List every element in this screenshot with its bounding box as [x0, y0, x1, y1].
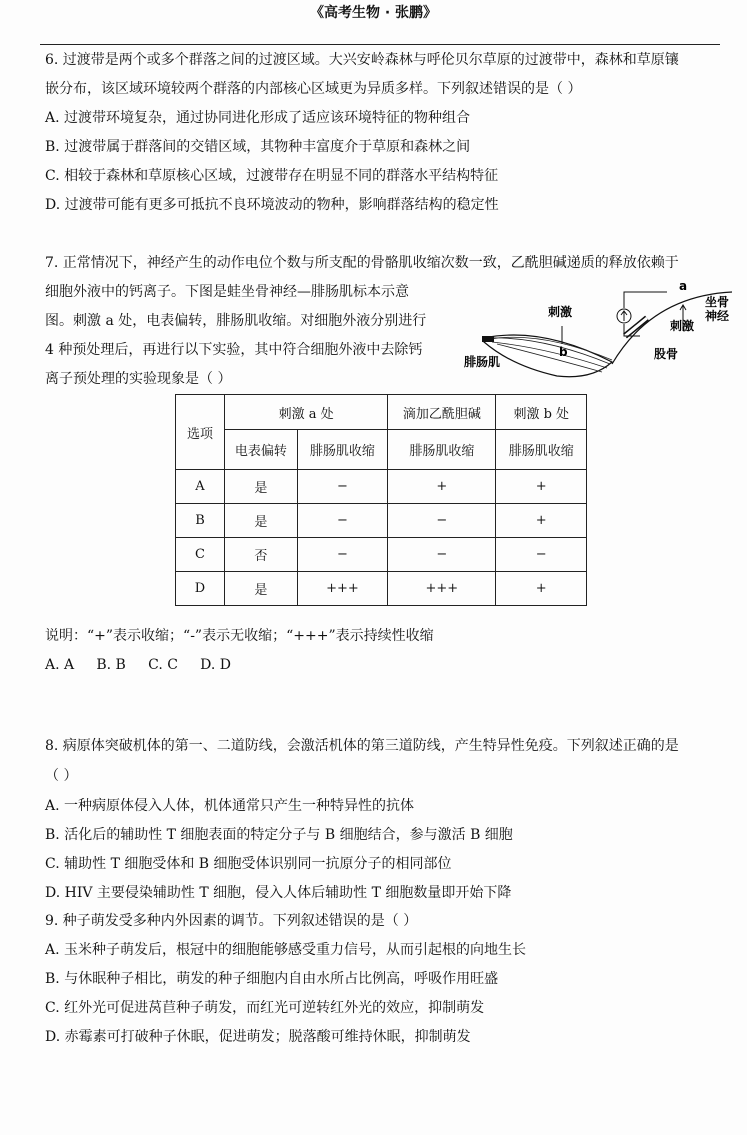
q8-option-c: C. 辅助性 T 细胞受体和 B 细胞受体识别同一抗原分子的相同部位	[45, 856, 452, 872]
point-b-label: b	[559, 345, 568, 359]
header-stim-a: 刺激 a 处	[225, 395, 388, 430]
header-rule	[40, 44, 720, 45]
q7-stem: 7. 正常情况下，神经产生的动作电位个数与所支配的骨骼肌收缩次数一致，乙酰胆碱递质的释放依赖于	[45, 255, 679, 271]
cell: −	[297, 538, 388, 572]
cell: A	[176, 470, 225, 504]
q7-stem: 细胞外液中的钙离子。下图是蛙坐骨神经—腓肠肌标本示意	[45, 284, 409, 300]
q6-option-b: B. 过渡带属于群落间的交错区域，其物种丰富度介于草原和森林之间	[45, 139, 471, 155]
stimulus-label: 刺激	[670, 319, 695, 333]
cell: C	[176, 538, 225, 572]
subheader: 电表偏转	[225, 430, 298, 470]
cell: +++	[297, 572, 388, 606]
cell: −	[388, 538, 496, 572]
q9-option-d: D. 赤霉素可打破种子休眠，促进萌发；脱落酸可维持休眠，抑制萌发	[45, 1029, 471, 1045]
cell: −	[297, 470, 388, 504]
q8-option-d: D. HIV 主要侵染辅助性 T 细胞，侵入人体后辅助性 T 细胞数量即开始下降	[45, 885, 512, 901]
q7-stem: 4 种预处理后，再进行以下实验，其中符合细胞外液中去除钙	[45, 342, 423, 358]
cell: +	[496, 470, 587, 504]
cell: 是	[225, 470, 298, 504]
q8-stem: 8. 病原体突破机体的第一、二道防线，会激活机体的第三道防线，产生特异性免疫。下列叙述正确的是	[45, 738, 679, 754]
table-row	[176, 572, 587, 606]
q6-option-a: A. 过渡带环境复杂，通过协同进化形成了适应该环境特征的物种组合	[45, 110, 471, 126]
subheader: 腓肠肌收缩	[297, 430, 388, 470]
table-row	[176, 538, 587, 572]
bone-label: 股骨	[654, 347, 679, 361]
q7-note: 说明：“+”表示收缩；“-”表示无收缩；“+++”表示持续性收缩	[45, 628, 434, 644]
stimulus-label: 刺激	[548, 305, 573, 319]
cell: +	[388, 470, 496, 504]
q8-option-b: B. 活化后的辅助性 T 细胞表面的特定分子与 B 细胞结合，参与激活 B 细胞	[45, 827, 513, 843]
cell: B	[176, 504, 225, 538]
cell: −	[496, 538, 587, 572]
q9-option-a: A. 玉米种子萌发后，根冠中的细胞能够感受重力信号，从而引起根的向地生长	[45, 942, 527, 958]
muscle-label: 腓肠肌	[464, 355, 501, 369]
nerve-label: 坐骨	[705, 295, 730, 309]
cell: +	[496, 572, 587, 606]
q9-stem: 9. 种子萌发受多种内外因素的调节。下列叙述错误的是（ ）	[45, 913, 418, 929]
q6-option-d: D. 过渡带可能有更多可抵抗不良环境波动的物种，影响群落结构的稳定性	[45, 197, 499, 213]
q7-stem: 离子预处理的实验现象是（ ）	[45, 371, 232, 387]
cell: 是	[225, 504, 298, 538]
subheader: 腓肠肌收缩	[496, 430, 587, 470]
table-row	[176, 504, 587, 538]
q6-stem: 嵌分布，该区域环境较两个群落的内部核心区域更为异质多样。下列叙述错误的是（ ）	[45, 81, 582, 97]
header-option: 选项	[176, 395, 225, 470]
q7-table	[175, 394, 587, 606]
subheader: 腓肠肌收缩	[388, 430, 496, 470]
point-a-label: a	[679, 279, 688, 293]
q9-option-c: C. 红外光可促进莴苣种子萌发，而红光可逆转红外光的效应，抑制萌发	[45, 1000, 485, 1016]
nerve-label: 神经	[705, 309, 730, 323]
nerve-muscle-diagram	[462, 276, 732, 386]
q9-option-b: B. 与休眠种子相比，萌发的种子细胞内自由水所占比例高，呼吸作用旺盛	[45, 971, 499, 987]
q7-options: A. A B. B C. C D. D	[45, 657, 232, 673]
table-row	[176, 470, 587, 504]
page-header: 《高考生物 · 张鹏》	[309, 5, 438, 21]
q6-stem: 6. 过渡带是两个或多个群落之间的过渡区域。大兴安岭森林与呼伦贝尔草原的过渡带中，森林和草原镶	[45, 52, 679, 68]
q8-stem: （ ）	[45, 768, 78, 784]
cell: 是	[225, 572, 298, 606]
cell: +++	[388, 572, 496, 606]
cell: D	[176, 572, 225, 606]
cell: −	[388, 504, 496, 538]
cell: 否	[225, 538, 298, 572]
q7-stem: 图。刺激 a 处，电表偏转，腓肠肌收缩。对细胞外液分别进行	[45, 313, 427, 329]
header-stim-b: 刺激 b 处	[496, 395, 587, 430]
q6-option-c: C. 相较于森林和草原核心区域，过渡带存在明显不同的群落水平结构特征	[45, 168, 499, 184]
q8-option-a: A. 一种病原体侵入人体，机体通常只产生一种特异性的抗体	[45, 798, 415, 814]
cell: +	[496, 504, 587, 538]
header-ach: 滴加乙酰胆碱	[388, 395, 496, 430]
cell: −	[297, 504, 388, 538]
